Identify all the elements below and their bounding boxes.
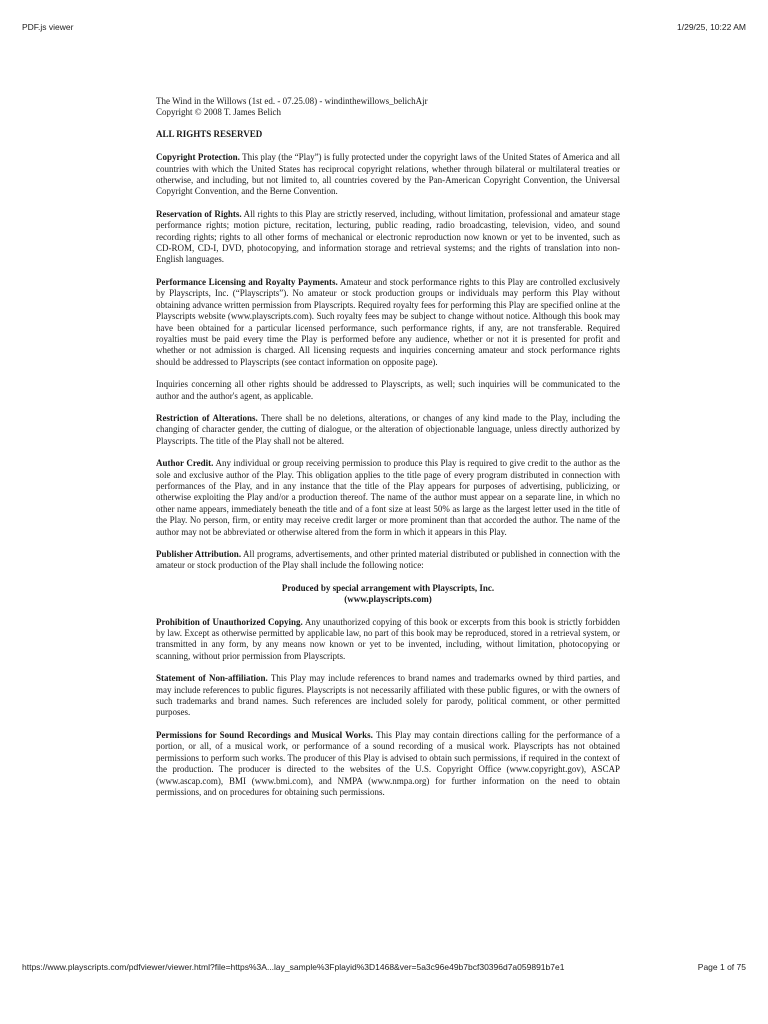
section-body: There shall be no deletions, alterations, or changes of any kind made to the Play, including the changing of character gender, the cutting of dialogue, or the alteration of objectionable language, unless directly authorized by Playscripts. The title of the Play shall not be altered. — [156, 412, 620, 446]
print-header — [0, 22, 768, 34]
section-body: Inquiries concerning all other rights should be addressed to Playscripts, as well; such inquiries will be communicated to the author and the author's agent, as applicable. — [156, 379, 620, 401]
document-page — [156, 96, 620, 809]
section-heading: Prohibition of Unauthorized Copying. — [156, 616, 303, 627]
section-heading: Restriction of Alterations. — [156, 412, 258, 423]
section-non-affiliation — [156, 673, 620, 719]
section-heading: Permissions for Sound Recordings and Musical Works. — [156, 729, 373, 740]
page-url: https://www.playscripts.com/pdfviewer/viewer.html?file=https%3A...lay_sample%3Fplayid%3D1468&ver=5a3c96e49b7bcf30396d7a059891b7e1 — [22, 962, 565, 972]
print-footer — [0, 962, 768, 974]
notice-line: Produced by special arrangement with Playscripts, Inc. — [281, 582, 495, 593]
copyright-line: Copyright © 2008 T. James Belich — [156, 107, 281, 118]
document-title-line: The Wind in the Willows (1st ed. - 07.25.08) - windinthewillows_belichAjr — [156, 96, 428, 106]
section-publisher-attribution — [156, 549, 620, 572]
section-heading: Author Credit. — [156, 458, 214, 469]
section-body: This play (the “Play”) is fully protected under the copyright laws of the United States of America and all countries with which the United States has reciprocal copyright relations, whether through bilateral or multilateral treaties or otherwise, and including, but not limited to, all countries covered by the Pan-American Copyright Convention, the Universal Copyright Convention, and the Berne Convention. — [156, 152, 620, 197]
print-datetime: 1/29/25, 10:22 AM — [677, 22, 746, 32]
rights-heading: ALL RIGHTS RESERVED — [156, 128, 263, 139]
section-copyright-protection — [156, 152, 620, 198]
section-performance-licensing — [156, 277, 620, 368]
section-body: All rights to this Play are strictly reserved, including, without limitation, professional and amateur stage performance rights; motion picture, recitation, lecturing, public reading, radio broadcasting, television, video, and sound recording rights; rights to all other forms of mechanical or electronic reproduction now known or yet to be invented, such as CD-ROM, CD-I, DVD, photocopying, and information storage and retrieval systems; and the rights of translation into non-English languages. — [156, 208, 620, 265]
section-body: Amateur and stock performance rights to this Play are controlled exclusively by Playscripts, Inc. (“Playscripts”). No amateur or stock production groups or individuals may perform this Play without obtaining advance written permission from Playscripts. Required royalty fees for performing this Play are specified online at the Playscripts website (www.playscripts.com). Such royalty fees may be subject to change without notice. Although this book may have been obtained for a particular licensed performance, such performance rights, if any, are not transferable. Required royalties must be paid every time the Play is performed before any audience, whether or not it is presented for profit and whether or not admission is charged. All licensing requests and inquiries concerning amateur and stock performance rights should be addressed to Playscripts (see contact information on opposite page). — [156, 276, 621, 367]
section-heading: Performance Licensing and Royalty Payments. — [156, 276, 338, 287]
section-heading: Statement of Non-affiliation. — [156, 673, 268, 684]
attribution-notice — [156, 583, 620, 606]
section-body: Any unauthorized copying of this book or excerpts from this book is strictly forbidden by law. Except as otherwise permitted by applicable law, no part of this book may be reproduced, stored in a retrieval system, or transmitted in any form, by any means now known or yet to be invented, including, without limitation, photocopying or scanning, without prior permission from Playscripts. — [156, 616, 621, 661]
section-body: This Play may include references to brand names and trademarks owned by third parties, and may include references to public figures. Playscripts is not necessarily affiliated with these public figures, or with the owners of such trademarks and brand names. Such references are included solely for parody, political comment, or other permitted purposes. — [156, 673, 620, 718]
section-body: All programs, advertisements, and other printed material distributed or published in connection with the amateur or stock production of the Play shall include the following notice: — [156, 549, 620, 571]
section-body: Any individual or group receiving permission to produce this Play is required to give credit to the author as the sole and exclusive author of the Play. This obligation applies to the title page of every program distributed in connection with performances of the Play, and in any instance that the title of the Play appears for purposes of advertising, publicizing, or otherwise exploiting the Play and/or a production thereof. The name of the author must appear on a separate line, in which no other name appears, immediately beneath the title and of a font size at least 50% as large as the largest letter used in the title of the Play. No person, firm, or entity may receive credit larger or more prominent than that accorded the author. The name of the author may not be abbreviated or otherwise altered from the form in which it appears in this Play. — [156, 458, 621, 537]
section-body: This Play may contain directions calling for the performance of a portion, or all, of a musical work, or performance of a sound recording of a musical work. Playscripts has not obtained permissions to perform such works. The producer of this Play is advised to obtain such permissions, if required in the context of the production. The producer is directed to the websites of the U.S. Copyright Office (www.copyright.gov), ASCAP (www.ascap.com), BMI (www.bmi.com), and NMPA (www.nmpa.org) for further information on the need to obtain permissions, and on procedures for obtaining such permissions. — [156, 729, 620, 797]
page-counter: Page 1 of 75 — [697, 962, 746, 972]
section-heading: Copyright Protection. — [156, 152, 240, 163]
section-prohibition-of-copying — [156, 617, 620, 663]
viewer-title: PDF.js viewer — [22, 22, 74, 32]
section-inquiries — [156, 379, 620, 402]
section-author-credit — [156, 458, 620, 538]
notice-url: (www.playscripts.com) — [344, 594, 432, 605]
section-heading: Reservation of Rights. — [156, 208, 242, 219]
section-reservation-of-rights — [156, 209, 620, 266]
section-restriction-of-alterations — [156, 413, 620, 447]
section-sound-recordings-permissions — [156, 730, 620, 798]
section-heading: Publisher Attribution. — [156, 549, 242, 559]
